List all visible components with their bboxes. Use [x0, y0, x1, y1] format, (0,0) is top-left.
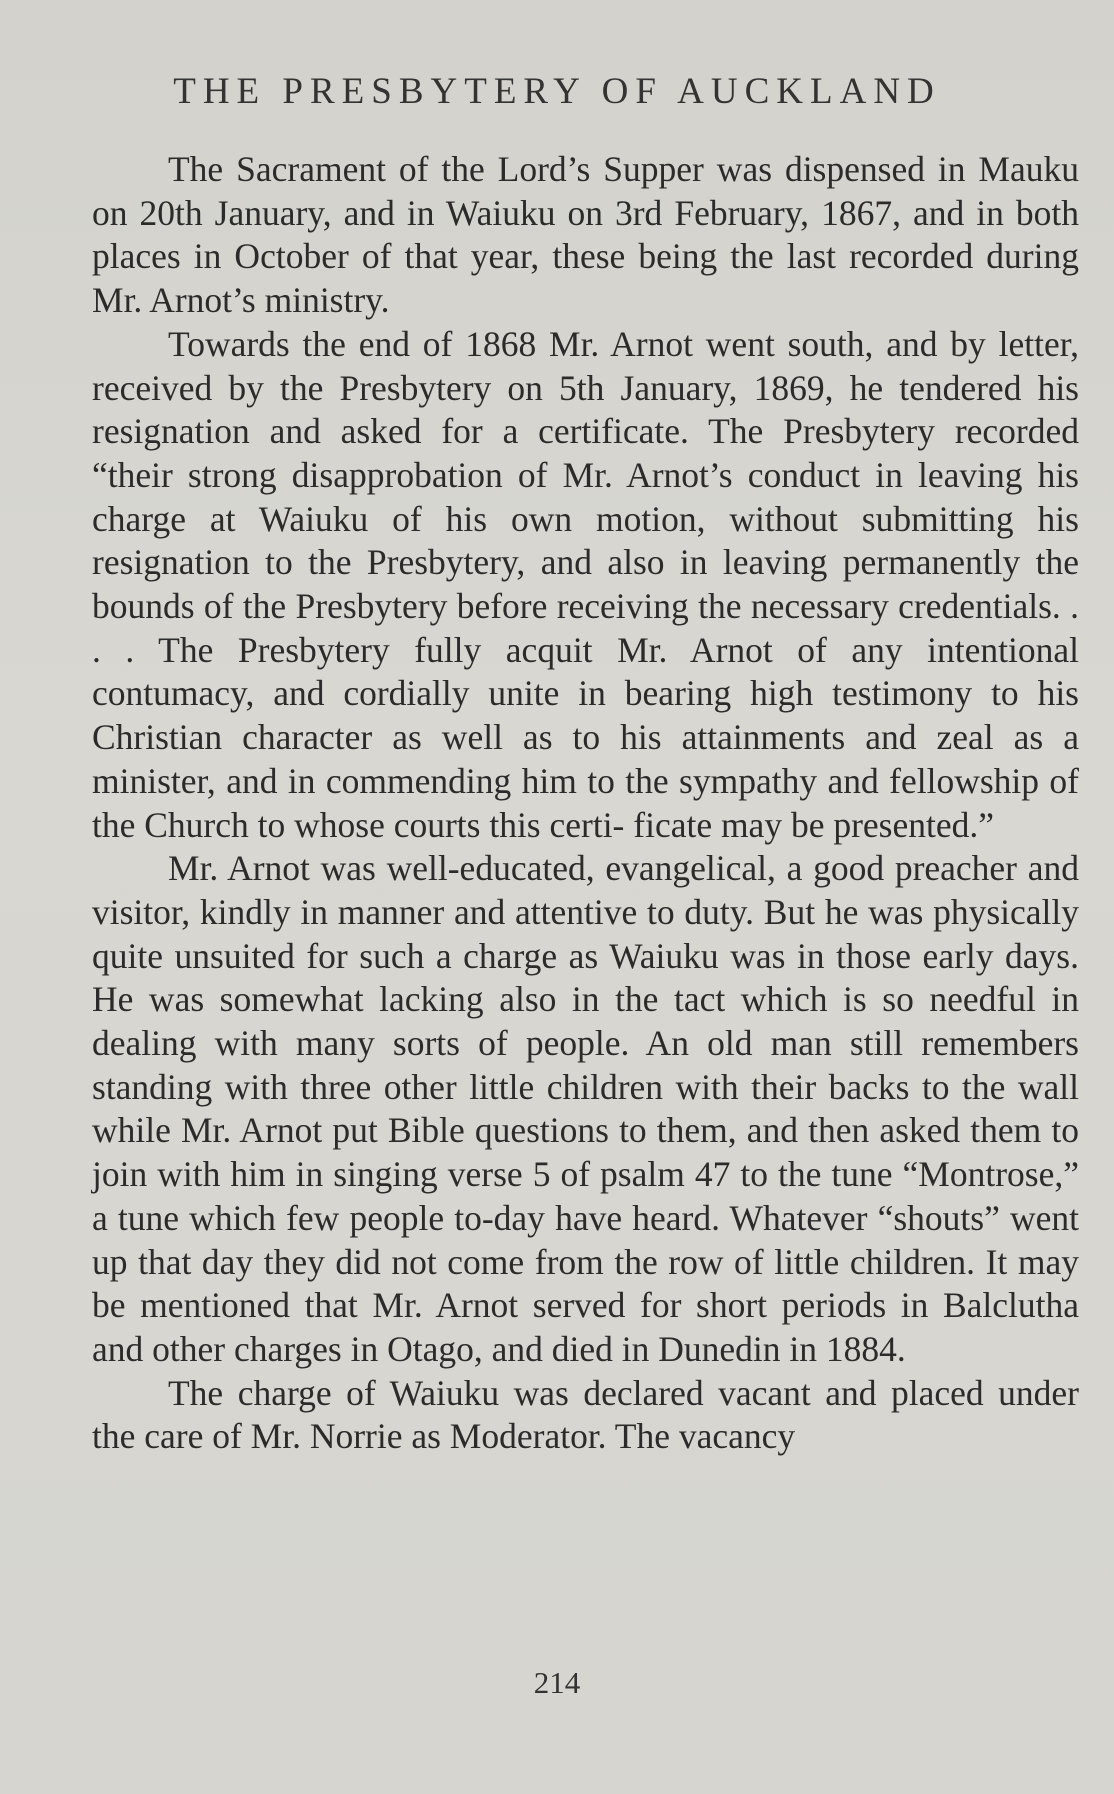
paragraph-3: Mr. Arnot was well-educated, evangelical, a good preacher and visitor, kindly in manner and attentive to duty. But he was physically quite unsuited for such a charge as Waiuku was in those early days. He was somewhat lacking also in the tact which is so needful in dealing with many sorts of people. An old man still remembers standing with three other little children with their backs to the wall while Mr. Arnot put Bible questions to them, and then asked them to join with him in singing verse 5 of psalm 47 to the tune “Montrose,” a tune which few people to-day have heard. Whatever “shouts” went up that day they did not come from the row of little children. It may be mentioned that Mr. Arnot served for short periods in Balclutha and other charges in Otago, and died in Dunedin in 1884. — [92, 848, 1079, 1369]
running-head: THE PRESBYTERY OF AUCKLAND — [173, 71, 941, 112]
paragraph-2: Towards the end of 1868 Mr. Arnot went south, and by letter, received by the Presbytery on 5th January, 1869, he tendered his resignation and asked for a certificate. The Presbytery recorded “their strong disapprobation of Mr. Arnot’s conduct in leaving his charge at Waiuku of his own motion, without submitting his resignation to the Presbytery, and also in leaving permanently the bounds of the Presbytery before receiving the necessary credentials. . . . The Presbytery fully acquit Mr. Arnot of any intentional contumacy, and cordially unite in bearing high testimony to his Christian character as well as to his attainments and zeal as a minister, and in commending him to the sympathy and fellowship of the Church to whose courts this certi- ficate may be presented.” — [92, 323, 1079, 845]
paragraph-4: The charge of Waiuku was declared vacant and placed under the care of Mr. Norrie as Moderator. The vacancy — [92, 1372, 1079, 1457]
page-number: 214 — [533, 1665, 581, 1700]
paragraph-1: The Sacrament of the Lord’s Supper was dispensed in Mauku on 20th January, and in Waiuku on 3rd February, 1867, and in both places in October of that year, these being the last recorded during Mr. Arnot’s ministry. — [92, 149, 1079, 321]
body-text — [92, 148, 1079, 1459]
